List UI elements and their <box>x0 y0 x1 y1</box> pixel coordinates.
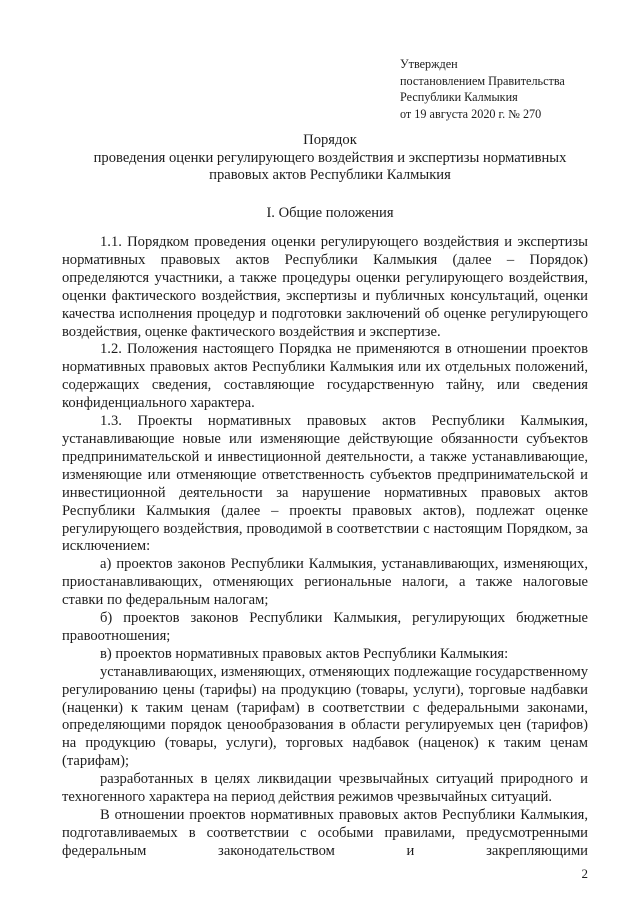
paragraph-special-rules: В отношении проектов нормативных правовых актов Республики Калмыкия, подготавливаемых в соответствии с особыми правилами, предусмотренными федеральным законодательством и закрепляющими <box>62 807 588 859</box>
approval-line: от 19 августа 2020 г. № 270 <box>400 106 542 121</box>
paragraph-1-2: 1.2. Положения настоящего Порядка не применяются в отношении проектов нормативных правовых актов Республики Калмыкия или их отдельных положений, содержащих сведения, составляющие государственную тайну, или сведения конфиденциального характера. <box>62 341 588 412</box>
approval-stamp <box>400 56 565 122</box>
title-line: правовых актов Республики Калмыкия <box>209 167 451 183</box>
paragraph-1-3: 1.3. Проекты нормативных правовых актов Республики Калмыкия, устанавливающие новые или изменяющие действующие обязанности субъектов предпринимательской и инвестиционной деятельности, а также устанавливающие, изменяющие или отменяющие ответственность субъектов предпринимательской и инвестиционной деятельности за нарушение нормативных правовых актов Республики Калмыкия (далее – проекты правовых актов), подлежат оценке регулирующего воздействия, проводимой в соответствии с настоящим Порядком, за исключением: <box>62 413 588 555</box>
exception-c-prices: устанавливающих, изменяющих, отменяющих подлежащие государственному регулированию цены (тарифы) на продукцию (товары, услуги), торговые надбавки (наценки) к таким ценам (тарифам) в соответствии с федеральными законами, определяющими порядок ценообразования в области регулируемых цен (тарифов) на продукцию (товары, услуги), торговых надбавок (наценок) к таким ценам (тарифам); <box>62 663 588 770</box>
approval-line: Республики Калмыкия <box>400 90 518 104</box>
title-line: проведения оценки регулирующего воздействия и экспертизы нормативных <box>93 149 567 166</box>
approval-line: постановлением Правительства <box>400 73 565 88</box>
paragraph-1-1: 1.1. Порядком проведения оценки регулирующего воздействия и экспертизы нормативных правовых актов Республики Калмыкия (далее – Порядок) определяются участники, а также процедуры оценки регулирующего воздействия, оценки фактического воздействия, экспертизы и публичных консультаций, оценки качества исполнения процедур и подготовки заключений об оценке регулирующего воздействия, оценке фактического воздействия и экспертизе. <box>62 234 588 340</box>
exception-c-emergency: разработанных в целях ликвидации чрезвычайных ситуаций природного и техногенного характера на период действия режимов чрезвычайных ситуаций. <box>62 771 588 806</box>
approval-line: Утвержден <box>400 57 458 71</box>
document-title <box>60 132 600 185</box>
exception-a: а) проектов законов Республики Калмыкия, устанавливающих, изменяющих, приостанавливающих, отменяющих региональные налоги, а также налоговые ставки по федеральным налогам; <box>62 556 588 609</box>
document-body <box>62 234 588 861</box>
page-number: 2 <box>581 866 588 881</box>
exception-b: б) проектов законов Республики Калмыкия, регулирующих бюджетные правоотношения; <box>62 610 588 644</box>
exception-c: в) проектов нормативных правовых актов Республики Калмыкия: <box>100 645 509 662</box>
title-line: Порядок <box>303 132 357 148</box>
section-heading: I. Общие положения <box>266 205 394 221</box>
